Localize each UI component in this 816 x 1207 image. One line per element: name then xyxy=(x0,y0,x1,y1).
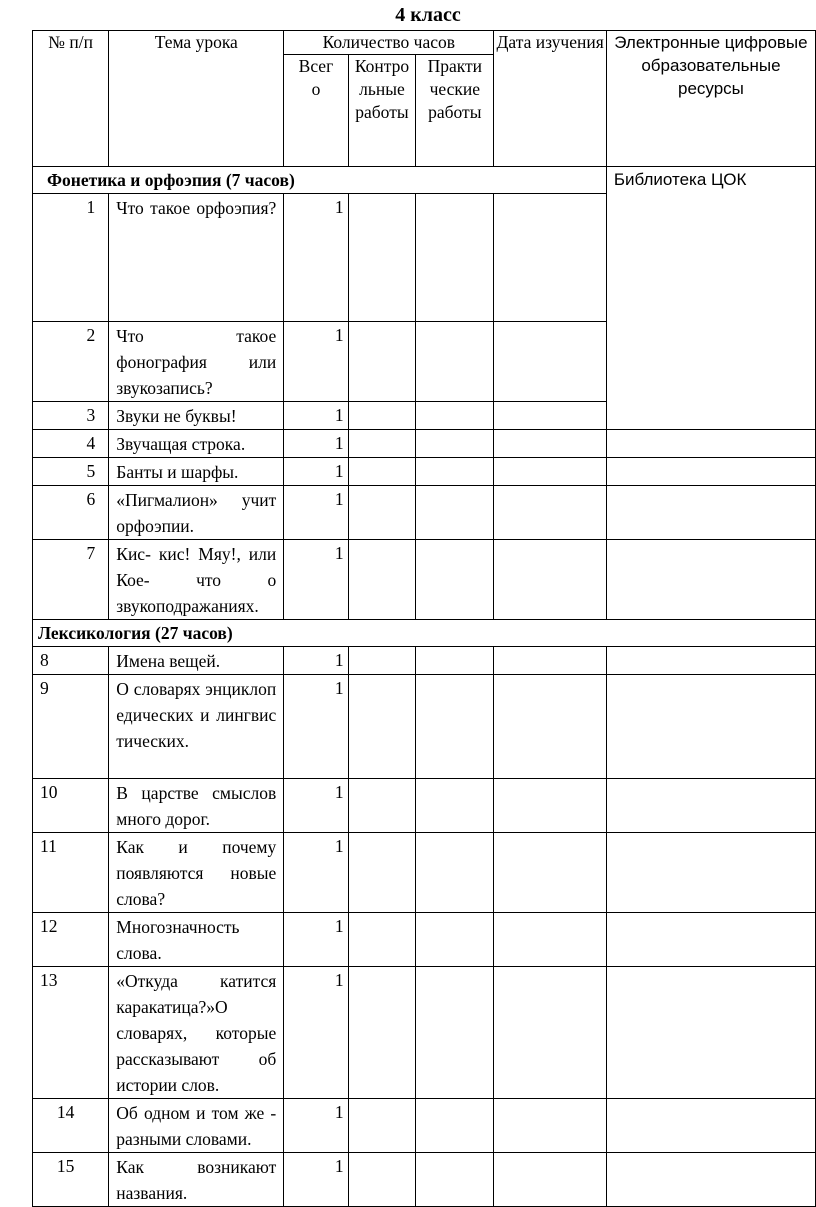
lesson-hours: 1 xyxy=(284,1099,348,1153)
table-row xyxy=(33,833,816,913)
lesson-hours: 1 xyxy=(284,833,348,913)
header-hours: Количество часов xyxy=(284,31,494,55)
table-row xyxy=(33,486,816,540)
lesson-topic: Звучащая строка. xyxy=(109,430,284,458)
lesson-topic: Кис- кис! Мяу!, или Кое- что о звукоподражаниях. xyxy=(109,540,284,620)
lesson-number: 14 xyxy=(33,1099,109,1153)
lesson-topic: Об одном и том же - разными словами. xyxy=(109,1099,284,1153)
lesson-number: 3 xyxy=(33,402,109,430)
section-resource: Библиотека ЦОК xyxy=(606,167,815,430)
lesson-number: 4 xyxy=(33,430,109,458)
lesson-hours: 1 xyxy=(284,194,348,322)
lesson-number: 12 xyxy=(33,913,109,967)
lesson-hours: 1 xyxy=(284,967,348,1099)
header-topic: Тема урока xyxy=(109,31,284,167)
lesson-topic: Банты и шарфы. xyxy=(109,458,284,486)
table-row xyxy=(33,913,816,967)
header-resources: Электронные цифровые образовательные ресурсы xyxy=(606,31,815,167)
lesson-number: 11 xyxy=(33,833,109,913)
table-row xyxy=(33,1153,816,1207)
lesson-topic: Как возникают названия. xyxy=(109,1153,284,1207)
lesson-topic: «Пигмалион» учит орфоэпии. xyxy=(109,486,284,540)
lesson-number: 7 xyxy=(33,540,109,620)
table-row xyxy=(33,458,816,486)
lesson-number: 2 xyxy=(33,322,109,402)
table-row xyxy=(33,967,816,1099)
lesson-number: 8 xyxy=(33,647,109,675)
lesson-topic: Что такое фонография или звукозапись? xyxy=(109,322,284,402)
table-row xyxy=(33,675,816,779)
lesson-number: 6 xyxy=(33,486,109,540)
lesson-hours: 1 xyxy=(284,322,348,402)
lesson-hours: 1 xyxy=(284,647,348,675)
lesson-topic: Что такое орфоэпия? xyxy=(109,194,284,322)
table-row xyxy=(33,430,816,458)
lesson-hours: 1 xyxy=(284,402,348,430)
lesson-topic: «Откуда катится каракатица?»О словарях, которые рассказывают об истории слов. xyxy=(109,967,284,1099)
lesson-hours: 1 xyxy=(284,1153,348,1207)
section-title: Лексикология (27 часов) xyxy=(33,620,816,647)
lesson-plan-table xyxy=(32,30,816,1207)
lesson-number: 13 xyxy=(33,967,109,1099)
lesson-number: 5 xyxy=(33,458,109,486)
lesson-number: 9 xyxy=(33,675,109,779)
lesson-hours: 1 xyxy=(284,913,348,967)
table-row xyxy=(33,540,816,620)
header-date: Дата изучения xyxy=(494,31,607,167)
lesson-number: 10 xyxy=(33,779,109,833)
lesson-topic: Многозначность слова. xyxy=(109,913,284,967)
lesson-hours: 1 xyxy=(284,779,348,833)
section-title: Фонетика и орфоэпия (7 часов) xyxy=(33,167,607,194)
lesson-topic: В царстве смыслов много дорог. xyxy=(109,779,284,833)
lesson-topic: Как и почему появляются новые слова? xyxy=(109,833,284,913)
table-row xyxy=(33,779,816,833)
lesson-hours: 1 xyxy=(284,458,348,486)
header-num: № п/п xyxy=(33,31,109,167)
lesson-hours: 1 xyxy=(284,675,348,779)
lesson-topic: О словарях энциклопедических и лингвистических. xyxy=(109,675,284,779)
header-total: Всего xyxy=(284,55,348,167)
lesson-topic: Имена вещей. xyxy=(109,647,284,675)
lesson-number: 1 xyxy=(33,194,109,322)
lesson-topic: Звуки не буквы! xyxy=(109,402,284,430)
header-practical: Практические работы xyxy=(416,55,494,167)
lesson-number: 15 xyxy=(33,1153,109,1207)
lesson-hours: 1 xyxy=(284,430,348,458)
table-row xyxy=(33,1099,816,1153)
table-row xyxy=(33,647,816,675)
page-title: 4 класс xyxy=(395,4,461,26)
lesson-hours: 1 xyxy=(284,486,348,540)
header-control: Контрольные работы xyxy=(348,55,416,167)
lesson-hours: 1 xyxy=(284,540,348,620)
